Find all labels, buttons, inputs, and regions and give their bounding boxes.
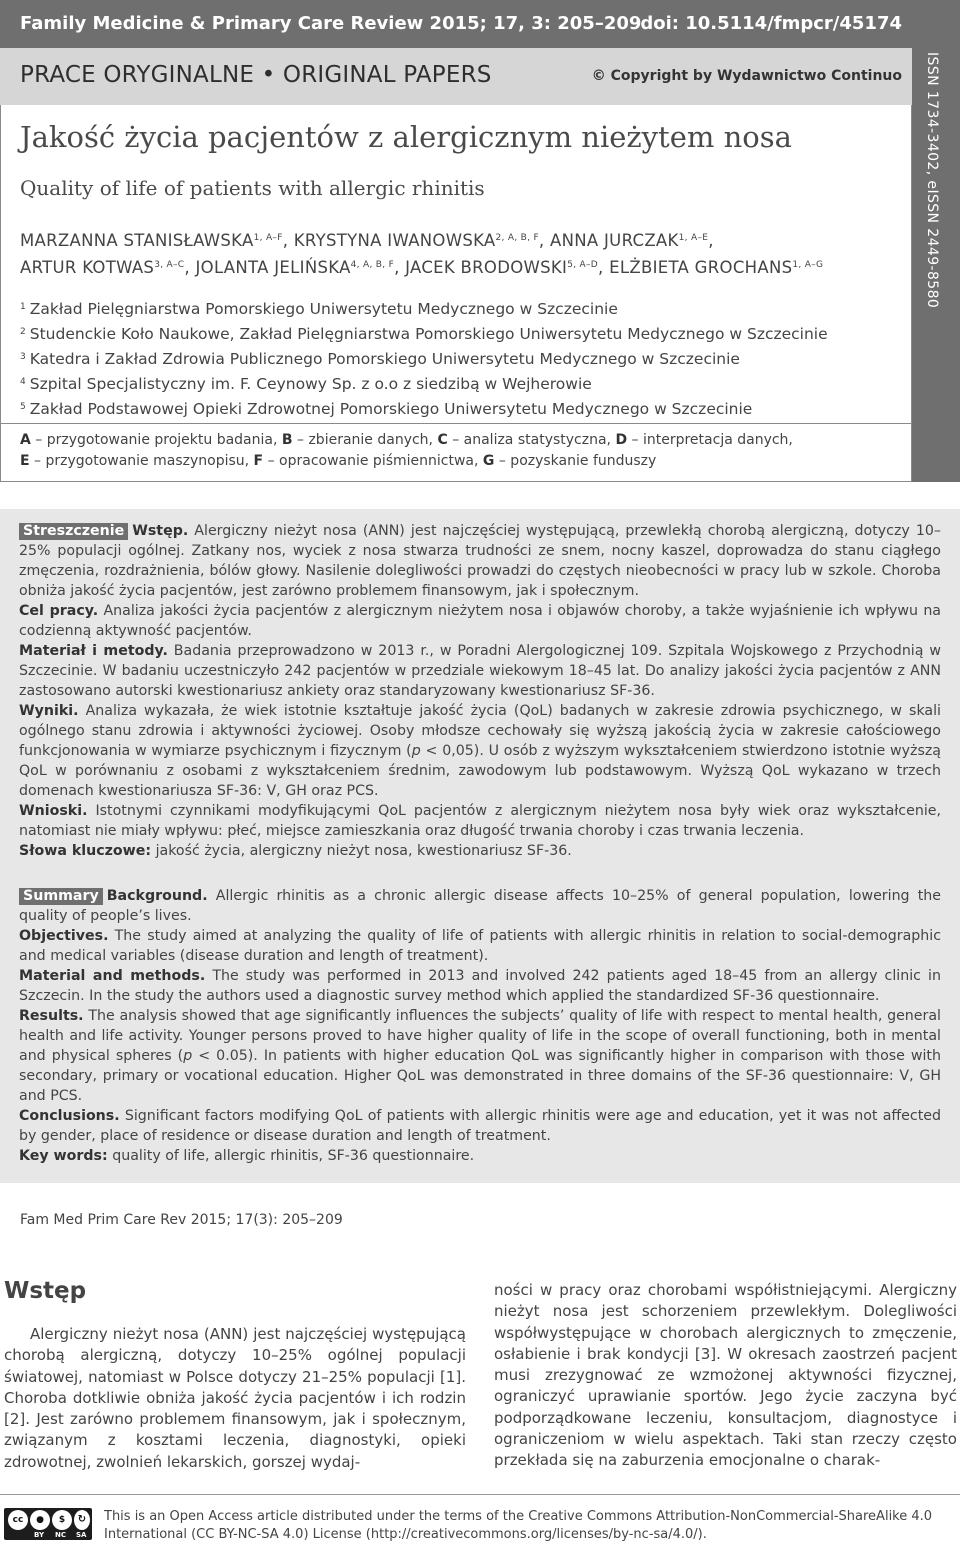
- author-superscript: 3, A–C: [154, 260, 185, 270]
- abstract-heading: Material and methods.: [19, 968, 206, 984]
- license-text: This is an Open Access article distributed under the terms of the Creative Commons Attribution-NonCommercial-ShareAlike 4.0 International (CC BY-NC-SA 4.0) License (http://creativecommons.org/licenses/by-nc-sa/4.0/).: [104, 1509, 933, 1542]
- affiliation-list: [20, 296, 910, 421]
- abstract-paragraph: [19, 1146, 941, 1166]
- abstract-heading: Wnioski.: [19, 803, 88, 819]
- author-separator: ,: [598, 258, 610, 277]
- author-name: ANNA JURCZAK: [550, 231, 679, 250]
- affiliation-text: Szpital Specjalistyczny im. F. Ceynowy Sp. z o.o z siedzibą w Wejherowie: [29, 375, 592, 393]
- body-column-left: [4, 1278, 466, 1473]
- abstract-heading: Objectives.: [19, 928, 109, 944]
- section-bar: [0, 48, 912, 105]
- contribution-legend: [20, 430, 910, 472]
- title-polish: Jakość życia pacjentów z alergicznym nieżytem nosa: [20, 120, 792, 154]
- journal-header-bar: [0, 0, 960, 48]
- affiliation-number: 1: [20, 302, 26, 312]
- abstract-text: The analysis showed that age significantly influences the subjects’ quality of life with respect to mental health, general health and life activity. Younger persons proved to have higher quality of life in the scope of overall functioning, both in mental and physical spheres (: [19, 1008, 941, 1064]
- short-citation: Fam Med Prim Care Rev 2015; 17(3): 205–209: [20, 1212, 343, 1228]
- abstract-paragraph: [19, 701, 941, 801]
- author-superscript: 2, A, B, F: [495, 233, 539, 243]
- author-superscript: 4, A, B, F: [350, 260, 395, 270]
- author-name: JOLANTA JELIŃSKA: [195, 258, 351, 277]
- abstract-paragraph: [19, 801, 941, 841]
- author-superscript: 1, A–G: [792, 260, 824, 270]
- contribution-key: F: [253, 453, 264, 469]
- abstract-paragraph: [19, 601, 941, 641]
- author-list: [20, 226, 910, 280]
- abstract-paragraph: [19, 641, 941, 701]
- abstract-text: < 0,05). U osób z wyższym wykształceniem stwierdzono istotnie wyższą QoL w porównaniu z osobami z wykształceniem średnim, zawodowym lub podstawowym. Wyższą QoL wykazano w trzech domenach kwestionariusza SF-36: V, GH oraz PCS.: [19, 743, 941, 799]
- abstract-heading: Results.: [19, 1008, 84, 1024]
- author-name: KRYSTYNA IWANOWSKA: [293, 231, 496, 250]
- section-label: PRACE ORYGINALNE • ORIGINAL PAPERS: [20, 62, 492, 88]
- abstract-heading: Wstęp.: [132, 523, 189, 539]
- abstract-paragraph: [19, 886, 941, 926]
- divider: [0, 1494, 960, 1495]
- author-separator: ,: [708, 231, 714, 250]
- abstract-heading: Słowa kluczowe:: [19, 843, 152, 859]
- abstract-polish: [19, 521, 941, 861]
- cc-icon: cc: [8, 1510, 28, 1530]
- abstract-text: jakość życia, alergiczny nieżyt nosa, kwestionariusz SF-36.: [151, 843, 572, 859]
- p-value-symbol: p: [183, 1048, 193, 1064]
- affiliation-item: [20, 321, 910, 346]
- abstract-tag: Streszczenie: [19, 523, 128, 540]
- author-superscript: 1, A–E: [678, 233, 709, 243]
- abstract-text: Analiza wykazała, że wiek istotnie kształtuje jakość życia (QoL) badanych w zakresie zdrowia psychicznego, w skali ogólnego stanu zdrowia i aktywności życiowej. Osoby młodsze cechowały się wyższą jakością życia w zakresie całościowego funkcjonowania w wymiarze psychicznym i fizycznym (: [19, 703, 941, 759]
- by-label: BY: [34, 1531, 45, 1539]
- contribution-key: A: [20, 432, 31, 448]
- affiliation-item: [20, 346, 910, 371]
- affiliation-item: [20, 396, 910, 421]
- affiliation-number: 3: [20, 352, 26, 362]
- author-name: ARTUR KOTWAS: [20, 258, 155, 277]
- affiliation-text: Zakład Pielęgniarstwa Pomorskiego Uniwersytetu Medycznego w Szczecinie: [29, 300, 618, 318]
- journal-citation-header: Family Medicine & Primary Care Review 2015; 17, 3: 205–209: [20, 13, 642, 34]
- contribution-text: – interpretacja danych,: [627, 432, 793, 448]
- author-name: MARZANNA STANISŁAWSKA: [20, 231, 254, 250]
- section-heading: Wstęp: [4, 1278, 87, 1304]
- abstract-text: The study aimed at analyzing the quality of life of patients with allergic rhinitis in relation to social-demographic and medical variables (disease duration and length of treatment).: [19, 928, 941, 964]
- affiliation-text: Katedra i Zakład Zdrowia Publicznego Pomorskiego Uniwersytetu Medycznego w Szczecinie: [29, 350, 740, 368]
- contribution-key: B: [281, 432, 293, 448]
- contribution-text: – opracowanie piśmiennictwa,: [263, 453, 483, 469]
- copyright-label: © Copyright by Wydawnictwo Continuo: [591, 68, 902, 84]
- author-separator: ,: [394, 258, 406, 277]
- divider: [0, 423, 912, 424]
- sa-icon: ↻: [74, 1510, 90, 1530]
- contribution-text: – zbieranie danych,: [292, 432, 438, 448]
- doi-label[interactable]: doi: 10.5114/fmpcr/45174: [640, 13, 902, 34]
- contribution-text: – analiza statystyczna,: [447, 432, 616, 448]
- issn-label: ISSN 1734-3402, eISSN 2449-8580: [924, 52, 940, 309]
- abstract-text: The study was performed in 2013 and involved 242 patients aged 18–45 from an allergy clinic in Szczecin. In the study the authors used a diagnostic survey method which applied the standardized SF-36 questionnaire.: [19, 968, 941, 1004]
- cc-license-badge[interactable]: [4, 1508, 92, 1540]
- author-separator: ,: [538, 231, 551, 250]
- contribution-key: D: [615, 432, 628, 448]
- abstract-paragraph: [19, 841, 941, 861]
- abstract-paragraph: [19, 966, 941, 1006]
- abstract-heading: Wyniki.: [19, 703, 79, 719]
- author-separator: ,: [282, 231, 294, 250]
- abstract-heading: Conclusions.: [19, 1108, 120, 1124]
- affiliation-number: 4: [20, 377, 26, 387]
- contribution-key: E: [20, 453, 30, 469]
- affiliation-text: Studenckie Koło Naukowe, Zakład Pielęgniarstwa Pomorskiego Uniwersytetu Medycznego w Szczecinie: [29, 325, 828, 343]
- abstract-heading: Key words:: [19, 1148, 108, 1164]
- author-name: JACEK BRODOWSKI: [405, 258, 568, 277]
- title-english: Quality of life of patients with allergic rhinitis: [20, 176, 485, 200]
- nc-label: NC: [55, 1531, 66, 1539]
- author-separator: ,: [184, 258, 196, 277]
- affiliation-item: [20, 296, 910, 321]
- contribution-text: – pozyskanie funduszy: [494, 453, 657, 469]
- abstract-text: Significant factors modifying QoL of patients with allergic rhinitis were age and education, yet it was not affected by gender, place of residence or disease duration and length of treatment.: [19, 1108, 941, 1144]
- affiliation-number: 2: [20, 327, 26, 337]
- abstract-paragraph: [19, 521, 941, 601]
- contribution-key: C: [437, 432, 448, 448]
- nc-icon: $: [52, 1510, 72, 1530]
- abstract-paragraph: [19, 1006, 941, 1106]
- author-name: ELŻBIETA GROCHANS: [609, 258, 793, 277]
- abstract-text: quality of life, allergic rhinitis, SF-36 questionnaire.: [107, 1148, 475, 1164]
- issn-sidebar: [912, 48, 960, 482]
- abstract-text: Analiza jakości życia pacjentów z alergicznym nieżytem nosa i objawów choroby, a także wyjaśnienie ich wpływu na codzienną aktywność pacjentów.: [19, 603, 942, 639]
- abstract-paragraph: [19, 1106, 941, 1146]
- contribution-key: G: [482, 453, 495, 469]
- sa-label: SA: [76, 1531, 87, 1539]
- abstract-heading: Background.: [106, 888, 208, 904]
- affiliation-number: 5: [20, 402, 26, 412]
- by-icon: ●: [30, 1510, 50, 1530]
- affiliation-item: [20, 371, 910, 396]
- abstract-text: Badania przeprowadzono w 2013 r., w Poradni Alergologicznej 109. Szpitala Wojskowego z Przychodnią w Szczecinie. W badaniu uczestniczyło 242 pacjentów w przedziale wiekowym 18–45 lat. Do analizy jakości życia pacjentów z ANN zastosowano autorski kwestionariusz ankiety oraz standaryzowany kwestionariusz SF-36.: [19, 643, 941, 699]
- author-superscript: 1, A–F: [253, 233, 283, 243]
- abstract-tag: Summary: [19, 888, 103, 905]
- abstract-text: Allergic rhinitis as a chronic allergic disease affects 10–25% of general population, lowering the quality of people’s lives.: [19, 888, 941, 924]
- abstract-heading: Cel pracy.: [19, 603, 99, 619]
- body-paragraph: Alergiczny nieżyt nosa (ANN) jest najczęściej występującą chorobą alergiczną, dotyczy 10–25% ogólnej populacji światowej, natomiast w Polsce dotyczy 21–25% populacji [1]. Choroba dotkliwie obniża jakość życia pacjentów i ich rodzin [2]. Jest zarówno problemem finansowym, jak i społecznym, związanym z kosztami leczenia, diagnostyki, opieki zdrowotnej, zwolnień lekarskich, gorszej wydaj-: [4, 1325, 466, 1471]
- abstract-text: < 0.05). In patients with higher education QoL was significantly higher in comparison with those with secondary, primary or vocational education. Higher QoL was demonstrated in three domains of the SF-36 questionnaire: V, GH and PCS.: [19, 1048, 941, 1104]
- contribution-text: – przygotowanie maszynopisu,: [29, 453, 254, 469]
- abstract-text: Alergiczny nieżyt nosa (ANN) jest najczęściej występującą, przewlekłą chorobą alergiczną, dotyczy 10–25% populacji ogólnej. Zatkany nos, wyciek z nosa stwarza trudności ze snem, nocny kaszel, doprowadza do stanu ciągłego zmęczenia, rozdrażnienia, bólów głowy. Nasilenie dolegliwości prowadzi do częstych nieobecności w pracy lub w szkole. Choroba obniża jakość życia pacjentów, jest zarówno problemem finansowym, jak i społecznym.: [19, 523, 941, 599]
- abstract-paragraph: [19, 926, 941, 966]
- abstract-english: [19, 886, 941, 1166]
- author-superscript: 5, A–D: [567, 260, 599, 270]
- contribution-text: – przygotowanie projektu badania,: [30, 432, 282, 448]
- body-column-right: ności w pracy oraz chorobami współistniejącymi. Alergiczny nieżyt nosa jest schorzeniem przewlekłym. Dolegliwości współwystępujące w chorobach alergicznych to zmęczenie, osłabienie i brak kondycji [3]. W okresach zaostrzeń pacjent musi zrezygnować ze wzmożonej aktywności fizycznej, ograniczyć uprawianie sportów. Jego życie zaczyna być podporządkowane leczeniu, konsultacjom, diagnostyce i ograniczeniom w wielu aspektach. Taki stan rzeczy często przekłada się na zaburzenia emocjonalne o charak-: [494, 1281, 957, 1470]
- affiliation-text: Zakład Podstawowej Opieki Zdrowotnej Pomorskiego Uniwersytetu Medycznego w Szczecinie: [29, 400, 753, 418]
- p-value-symbol: p: [411, 743, 421, 759]
- abstract-text: Istotnymi czynnikami modyfikującymi QoL pacjentów z alergicznym nieżytem nosa były wiek oraz wykształcenie, natomiast nie miały wpływu: płeć, miejsce zamieszkania oraz długość trwania choroby i czas trwania leczenia.: [19, 803, 941, 839]
- abstract-heading: Materiał i metody.: [19, 643, 168, 659]
